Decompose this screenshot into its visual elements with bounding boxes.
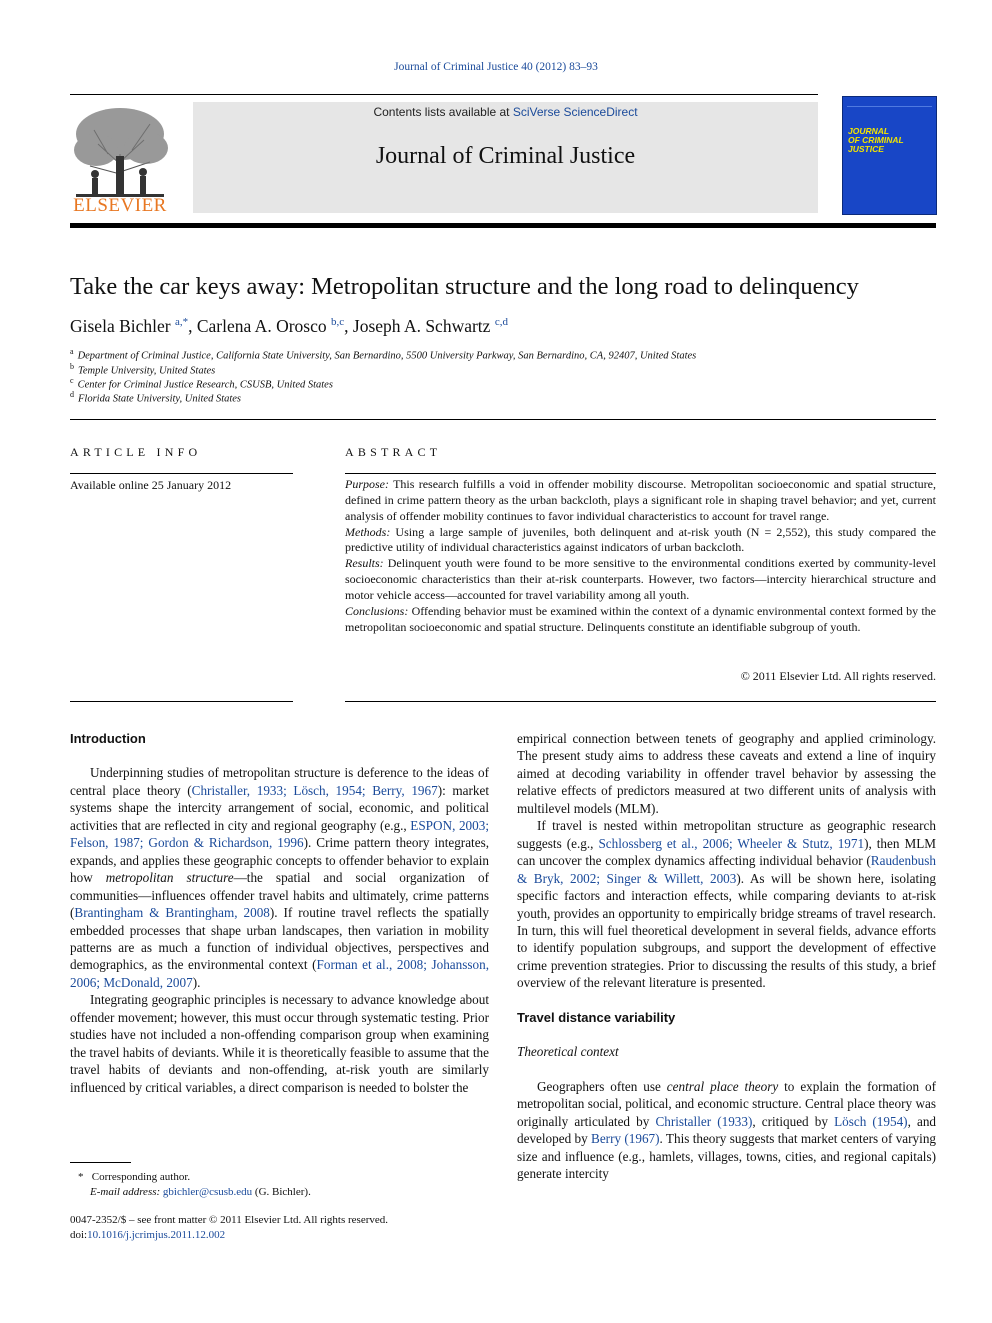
section-heading-introduction: Introduction <box>70 731 146 746</box>
available-online: Available online 25 January 2012 <box>70 478 232 492</box>
body-right-column <box>517 730 936 1182</box>
subsection-heading-theoretical-context: Theoretical context <box>517 1044 619 1060</box>
affiliations-rule <box>70 419 936 420</box>
author-name: Carlena A. Orosco <box>196 316 327 336</box>
intro-paragraph-2: Integrating geographic principles is necessary to advance knowledge about offender movement; however, this must occur through systematic testing. Prior studies have not included a non-offending comparison group when examining the travel habits of deviants. While it is theoretically feasible to assume that the travel habits of deviants and non-offending, at-risk youth are similarly influenced by critical variables, a direct comparison is needed to bolster the <box>70 992 489 1095</box>
journal-cover-thumbnail[interactable] <box>842 96 937 215</box>
sciencedirect-link[interactable]: SciVerse ScienceDirect <box>512 105 638 119</box>
elsevier-wordmark: ELSEVIER <box>73 195 167 216</box>
author-email-link[interactable]: gbichler@csusb.edu <box>162 1186 253 1198</box>
doi-line: doi:10.1016/j.jcrimjus.2011.12.002 <box>70 1229 226 1241</box>
journal-citation[interactable]: Journal of Criminal Justice 40 (2012) 83–93 <box>394 61 598 73</box>
theory-paragraph-1: Geographers often use central place theory to explain the formation of metropolitan social, political, and economic structure. Central place theory was originally articulated by Christaller (1933), critiqued by Lösch (1954), and developed by Berry (1967). This theory suggests that market centers of varying size and influence (e.g., hamlets, villages, towns, cities, and regional capitals) generate intercity <box>517 1078 937 1181</box>
corresponding-author-note: * Corresponding author. <box>78 1171 191 1183</box>
author-affiliation-link[interactable]: c,d <box>494 316 508 329</box>
abstract-text: Purpose: This research fulfills a void in offender mobility discourse. Metropolitan socioeconomic and spatial structure, defined in crime pattern theory as the urban backcloth, plays a significant role in shaping travel behavior; and yet, current analysis of offender mobility continues to favor individual characteristics to account for travel range. Methods: Using a large sample of juveniles, both delinquent and at-risk youth (N = 2,552), this study compared the predictive utility of individual characteristics against indicators of urban backcloth. Results: Delinquent youth were found to be more sensitive to the environmental conditions exerted by community-level socioeconomic characteristics than their at-risk counterparts. However, two factors—intercity hierarchical structure and motor vehicle access—accounted for travel variability among all youth. Conclusions: Offending behavior must be examined within the context of a dynamic environmental context formed by the metropolitan socioeconomic and spatial structure. Delinquents constitute an identifiable subgroup of youth. <box>345 477 936 634</box>
intro-paragraph-2-continued: empirical connection between tenets of geography and applied criminology. The present study aims to address these caveats and extend a line of inquiry aimed at decoding variability in offender travel behavior by assessing the relative effects of predictors measured at two different units of analysis with multilevel models (MLM). <box>517 731 936 816</box>
reference-link[interactable]: Raudenbush & Bryk, 2002; Singer & Willett, 2003 <box>517 853 936 886</box>
affiliation: $^c$ Center for Criminal Justice Research, CSUSB, United States <box>70 376 333 391</box>
info-rule <box>70 473 293 474</box>
body-left-column <box>70 730 489 1096</box>
author-list: Gisela Bichler $^{a,*}$, Carlena A. Orosco $^{b,c}$, Joseph A. Schwartz $^{c,d}$ <box>70 316 508 336</box>
intro-paragraph-3: If travel is nested within metropolitan structure as geographic research suggests (e.g., Schlossberg et al., 2006; Wheeler & Stutz, 1971), then MLM can uncover the complex dynamics affecting individual behavior (Raudenbush & Bryk, 2002; Singer & Willett, 2003). As will be shown here, isolating specific factors and interaction effects, while comparing deviants to at-risk youth, provides an opportunity to empirically bridge streams of travel research. In turn, this will fuel theoretical development in several fields, advance efforts to identify population subgroups, and support the development of effective crime prevention strategies. Prior to discussing the results of this study, a brief overview of the relevant literature is presented. <box>517 818 936 991</box>
reference-link[interactable]: Berry (1967) <box>591 1131 660 1147</box>
doi-link[interactable]: 10.1016/j.jcrimjus.2011.12.002 <box>87 1229 226 1241</box>
header-rule <box>70 94 818 95</box>
copyright: © 2011 Elsevier Ltd. All rights reserved. <box>740 669 936 683</box>
intro-paragraph-1: Underpinning studies of metropolitan structure is deference to the ideas of central place theory (Christaller, 1933; Lösch, 1954; Berry, 1967): market systems shape the intercity arrangement of social, economic, and political activities that are reflected in city and regional geography (e.g., ESPON, 2003; Felson, 1987; Gordon & Richardson, 1996). Crime pattern theory integrates, expands, and applies these geographic concepts to offender behavior to explain how metropolitan structure—the spatial and social organization of communities—influences offender travel habits and ultimately, crime patterns (Brantingham & Brantingham, 2008). If routine travel reflects the spatially embedded processes that shape urban landscapes, then variation in mobility patterns are as much a function of individual objectives, perspectives and demographics, as the environmental context (Forman et al., 2008; Johansson, 2006; McDonald, 2007). <box>70 765 490 990</box>
author-affiliation-link[interactable]: b,c <box>331 316 345 329</box>
section-heading-travel-distance: Travel distance variability <box>517 1009 676 1025</box>
abstract-rule <box>345 473 936 474</box>
affiliation: $^a$ Department of Criminal Justice, California State University, San Bernardino, 5500 University Parkway, San Bernardino, CA, 92407, United States <box>70 347 697 362</box>
affiliation: $^b$ Temple University, United States <box>70 362 216 377</box>
reference-link[interactable]: Forman et al., 2008; Johansson, 2006; McDonald, 2007 <box>70 957 489 990</box>
email-note: E-mail address: gbichler@csusb.edu (G. Bichler). <box>90 1186 311 1198</box>
reference-link[interactable]: Schlossberg et al., 2006; Wheeler & Stutz, 1971 <box>598 835 865 851</box>
header-thick-rule <box>70 223 936 228</box>
reference-link[interactable]: ESPON, 2003; Felson, 1987; Gordon & Richardson, 1996 <box>70 817 490 851</box>
author-name: Gisela Bichler <box>70 316 171 336</box>
reference-link[interactable]: Brantingham & Brantingham, 2008 <box>74 905 270 921</box>
info-bottom-rule <box>70 701 293 702</box>
reference-link[interactable]: Christaller, 1933; Lösch, 1954; Berry, 1967 <box>191 782 438 798</box>
reference-link[interactable]: Christaller (1933) <box>655 1113 753 1129</box>
author-affiliation-link[interactable]: a,* <box>174 316 189 329</box>
abstract-bottom-rule <box>345 701 936 702</box>
contents-line: Contents lists available at SciVerse ScienceDirect <box>373 105 638 119</box>
cover-header-strip <box>847 101 932 107</box>
article-info-heading: ARTICLE INFO <box>70 445 202 459</box>
affiliation: $^d$ Florida State University, United States <box>70 390 242 405</box>
reference-link[interactable]: Lösch (1954) <box>834 1113 908 1129</box>
issn-line: 0047-2352/$ – see front matter © 2011 Elsevier Ltd. All rights reserved. <box>70 1214 389 1226</box>
abstract-heading: ABSTRACT <box>345 445 442 459</box>
journal-title: Journal of Criminal Justice <box>375 143 636 169</box>
cover-title: JOURNAL OF CRIMINAL JUSTICE <box>848 126 904 154</box>
footnote-rule <box>70 1162 131 1163</box>
article-title: Take the car keys away: Metropolitan structure and the long road to delinquency <box>70 273 859 300</box>
author-name: Joseph A. Schwartz <box>352 316 491 336</box>
